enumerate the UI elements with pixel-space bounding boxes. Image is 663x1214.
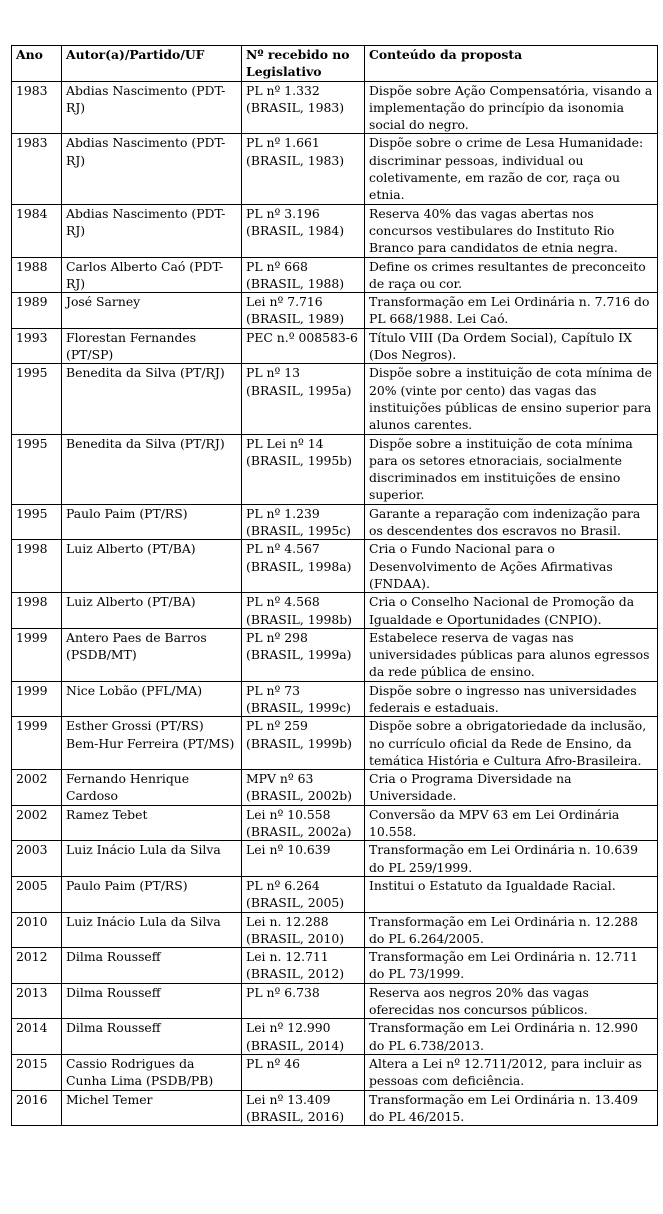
cell-conteudo: Dispõe sobre o crime de Lesa Humanidade: discriminar pessoas, individual ou coletivamente, em razão de cor, raça ou etnia. xyxy=(365,134,658,204)
table-row xyxy=(12,841,658,877)
cell-conteudo: Cria o Conselho Nacional de Promoção da Igualdade e Oportunidades (CNPIO). xyxy=(365,593,658,629)
cell-numero: PL nº 298 (BRASIL, 1999a) xyxy=(242,628,365,681)
cell-numero: PL nº 4.568 (BRASIL, 1998b) xyxy=(242,593,365,629)
cell-numero: Lei nº 10.558 (BRASIL, 2002a) xyxy=(242,805,365,841)
cell-numero: PL nº 1.332 (BRASIL, 1983) xyxy=(242,81,365,134)
cell-ano: 2015 xyxy=(12,1054,62,1090)
table-row xyxy=(12,1054,658,1090)
cell-conteudo: Transformação em Lei Ordinária n. 12.711 do PL 73/1999. xyxy=(365,948,658,984)
cell-ano: 1988 xyxy=(12,257,62,293)
cell-conteudo: Dispõe sobre a instituição de cota mínima de 20% (vinte por cento) das vagas das instituições públicas de ensino superior para alunos carentes. xyxy=(365,364,658,434)
cell-ano: 2002 xyxy=(12,770,62,806)
cell-numero: Lei nº 10.639 xyxy=(242,841,365,877)
cell-autor: Luiz Inácio Lula da Silva xyxy=(62,912,242,948)
cell-conteudo: Transformação em Lei Ordinária n. 12.288 do PL 6.264/2005. xyxy=(365,912,658,948)
cell-ano: 2014 xyxy=(12,1019,62,1055)
header-ano: Ano xyxy=(12,46,62,82)
table-row xyxy=(12,983,658,1019)
table-row xyxy=(12,717,658,770)
cell-ano: 2010 xyxy=(12,912,62,948)
cell-conteudo: Dispõe sobre a obrigatoriedade da inclusão, no currículo oficial da Rede de Ensino, da temática História e Cultura Afro-Brasileira. xyxy=(365,717,658,770)
cell-ano: 1999 xyxy=(12,681,62,717)
table-row xyxy=(12,134,658,204)
table-row xyxy=(12,293,658,329)
cell-numero: PEC n.º 008583-6 xyxy=(242,328,365,364)
cell-conteudo: Define os crimes resultantes de preconceito de raça ou cor. xyxy=(365,257,658,293)
cell-ano: 2013 xyxy=(12,983,62,1019)
table-row xyxy=(12,1090,658,1126)
cell-conteudo: Dispõe sobre a instituição de cota mínima para os setores etnoraciais, socialmente discriminados em instituições de ensino superior. xyxy=(365,434,658,504)
cell-autor: Paulo Paim (PT/RS) xyxy=(62,504,242,540)
header-autor: Autor(a)/Partido/UF xyxy=(62,46,242,82)
table-row xyxy=(12,1019,658,1055)
cell-ano: 1995 xyxy=(12,504,62,540)
cell-conteudo: Dispõe sobre o ingresso nas universidades federais e estaduais. xyxy=(365,681,658,717)
cell-autor: José Sarney xyxy=(62,293,242,329)
cell-numero: Lei n. 12.711 (BRASIL, 2012) xyxy=(242,948,365,984)
cell-autor: Nice Lobão (PFL/MA) xyxy=(62,681,242,717)
cell-conteudo: Cria o Programa Diversidade na Universidade. xyxy=(365,770,658,806)
table-row xyxy=(12,328,658,364)
cell-conteudo: Transformação em Lei Ordinária n. 12.990 do PL 6.738/2013. xyxy=(365,1019,658,1055)
table-row xyxy=(12,504,658,540)
cell-ano: 1999 xyxy=(12,628,62,681)
cell-ano: 2012 xyxy=(12,948,62,984)
cell-numero: MPV nº 63 (BRASIL, 2002b) xyxy=(242,770,365,806)
cell-autor: Florestan Fernandes (PT/SP) xyxy=(62,328,242,364)
cell-autor: Paulo Paim (PT/RS) xyxy=(62,876,242,912)
cell-ano: 2005 xyxy=(12,876,62,912)
cell-numero: PL nº 6.738 xyxy=(242,983,365,1019)
proposals-table xyxy=(11,45,658,1126)
cell-ano: 1998 xyxy=(12,593,62,629)
cell-numero: Lei nº 7.716 (BRASIL, 1989) xyxy=(242,293,365,329)
cell-autor: Cassio Rodrigues da Cunha Lima (PSDB/PB) xyxy=(62,1054,242,1090)
table-row xyxy=(12,770,658,806)
cell-autor: Benedita da Silva (PT/RJ) xyxy=(62,364,242,434)
cell-numero: PL nº 4.567 (BRASIL, 1998a) xyxy=(242,540,365,593)
cell-conteudo: Conversão da MPV 63 em Lei Ordinária 10.558. xyxy=(365,805,658,841)
cell-autor: Abdias Nascimento (PDT-RJ) xyxy=(62,204,242,257)
table-row xyxy=(12,681,658,717)
cell-ano: 2003 xyxy=(12,841,62,877)
cell-numero: PL nº 1.661 (BRASIL, 1983) xyxy=(242,134,365,204)
cell-ano: 1993 xyxy=(12,328,62,364)
cell-autor: Abdias Nascimento (PDT-RJ) xyxy=(62,134,242,204)
cell-numero: PL nº 1.239 (BRASIL, 1995c) xyxy=(242,504,365,540)
cell-autor: Benedita da Silva (PT/RJ) xyxy=(62,434,242,504)
table-header-row xyxy=(12,46,658,82)
cell-conteudo: Dispõe sobre Ação Compensatória, visando a implementação do princípio da isonomia social do negro. xyxy=(365,81,658,134)
cell-autor: Antero Paes de Barros (PSDB/MT) xyxy=(62,628,242,681)
table-row xyxy=(12,364,658,434)
cell-conteudo: Cria o Fundo Nacional para o Desenvolvimento de Ações Afirmativas (FNDAA). xyxy=(365,540,658,593)
table-row xyxy=(12,628,658,681)
cell-conteudo: Transformação em Lei Ordinária n. 10.639 do PL 259/1999. xyxy=(365,841,658,877)
cell-autor: Fernando Henrique Cardoso xyxy=(62,770,242,806)
header-numero: Nº recebido no Legislativo xyxy=(242,46,365,82)
cell-autor: Esther Grossi (PT/RS) Bem-Hur Ferreira (PT/MS) xyxy=(62,717,242,770)
cell-numero: PL nº 46 xyxy=(242,1054,365,1090)
cell-autor: Dilma Rousseff xyxy=(62,948,242,984)
cell-numero: PL nº 3.196 (BRASIL, 1984) xyxy=(242,204,365,257)
cell-numero: PL nº 6.264 (BRASIL, 2005) xyxy=(242,876,365,912)
cell-ano: 1999 xyxy=(12,717,62,770)
cell-autor: Dilma Rousseff xyxy=(62,983,242,1019)
cell-autor: Luiz Inácio Lula da Silva xyxy=(62,841,242,877)
cell-autor: Luiz Alberto (PT/BA) xyxy=(62,593,242,629)
cell-ano: 1989 xyxy=(12,293,62,329)
table-row xyxy=(12,876,658,912)
cell-autor: Ramez Tebet xyxy=(62,805,242,841)
cell-conteudo: Reserva aos negros 20% das vagas oferecidas nos concursos públicos. xyxy=(365,983,658,1019)
cell-autor: Abdias Nascimento (PDT-RJ) xyxy=(62,81,242,134)
cell-conteudo: Transformação em Lei Ordinária n. 7.716 do PL 668/1988. Lei Caó. xyxy=(365,293,658,329)
cell-numero: Lei nº 12.990 (BRASIL, 2014) xyxy=(242,1019,365,1055)
cell-ano: 1995 xyxy=(12,434,62,504)
cell-conteudo: Reserva 40% das vagas abertas nos concursos vestibulares do Instituto Rio Branco para candidatos de etnia negra. xyxy=(365,204,658,257)
cell-autor: Carlos Alberto Caó (PDT-RJ) xyxy=(62,257,242,293)
cell-autor: Dilma Rousseff xyxy=(62,1019,242,1055)
cell-ano: 1995 xyxy=(12,364,62,434)
table-row xyxy=(12,912,658,948)
table-row xyxy=(12,257,658,293)
table-row xyxy=(12,81,658,134)
cell-numero: Lei n. 12.288 (BRASIL, 2010) xyxy=(242,912,365,948)
header-conteudo: Conteúdo da proposta xyxy=(365,46,658,82)
cell-numero: PL Lei nº 14 (BRASIL, 1995b) xyxy=(242,434,365,504)
table-row xyxy=(12,948,658,984)
cell-conteudo: Transformação em Lei Ordinária n. 13.409 do PL 46/2015. xyxy=(365,1090,658,1126)
table-row xyxy=(12,593,658,629)
cell-autor: Luiz Alberto (PT/BA) xyxy=(62,540,242,593)
table-body xyxy=(12,81,658,1126)
cell-conteudo: Título VIII (Da Ordem Social), Capítulo IX (Dos Negros). xyxy=(365,328,658,364)
table-row xyxy=(12,540,658,593)
table-row xyxy=(12,805,658,841)
cell-conteudo: Estabelece reserva de vagas nas universidades públicas para alunos egressos da rede pública de ensino. xyxy=(365,628,658,681)
cell-ano: 1984 xyxy=(12,204,62,257)
table-row xyxy=(12,204,658,257)
cell-ano: 1983 xyxy=(12,134,62,204)
cell-ano: 1983 xyxy=(12,81,62,134)
cell-numero: PL nº 13 (BRASIL, 1995a) xyxy=(242,364,365,434)
cell-conteudo: Institui o Estatuto da Igualdade Racial. xyxy=(365,876,658,912)
cell-autor: Michel Temer xyxy=(62,1090,242,1126)
cell-numero: PL nº 668 (BRASIL, 1988) xyxy=(242,257,365,293)
cell-numero: PL nº 259 (BRASIL, 1999b) xyxy=(242,717,365,770)
cell-conteudo: Garante a reparação com indenização para os descendentes dos escravos no Brasil. xyxy=(365,504,658,540)
proposals-table-container xyxy=(11,45,657,1126)
cell-conteudo: Altera a Lei nº 12.711/2012, para incluir as pessoas com deficiência. xyxy=(365,1054,658,1090)
cell-numero: Lei nº 13.409 (BRASIL, 2016) xyxy=(242,1090,365,1126)
table-row xyxy=(12,434,658,504)
cell-numero: PL nº 73 (BRASIL, 1999c) xyxy=(242,681,365,717)
cell-ano: 1998 xyxy=(12,540,62,593)
cell-ano: 2002 xyxy=(12,805,62,841)
cell-ano: 2016 xyxy=(12,1090,62,1126)
